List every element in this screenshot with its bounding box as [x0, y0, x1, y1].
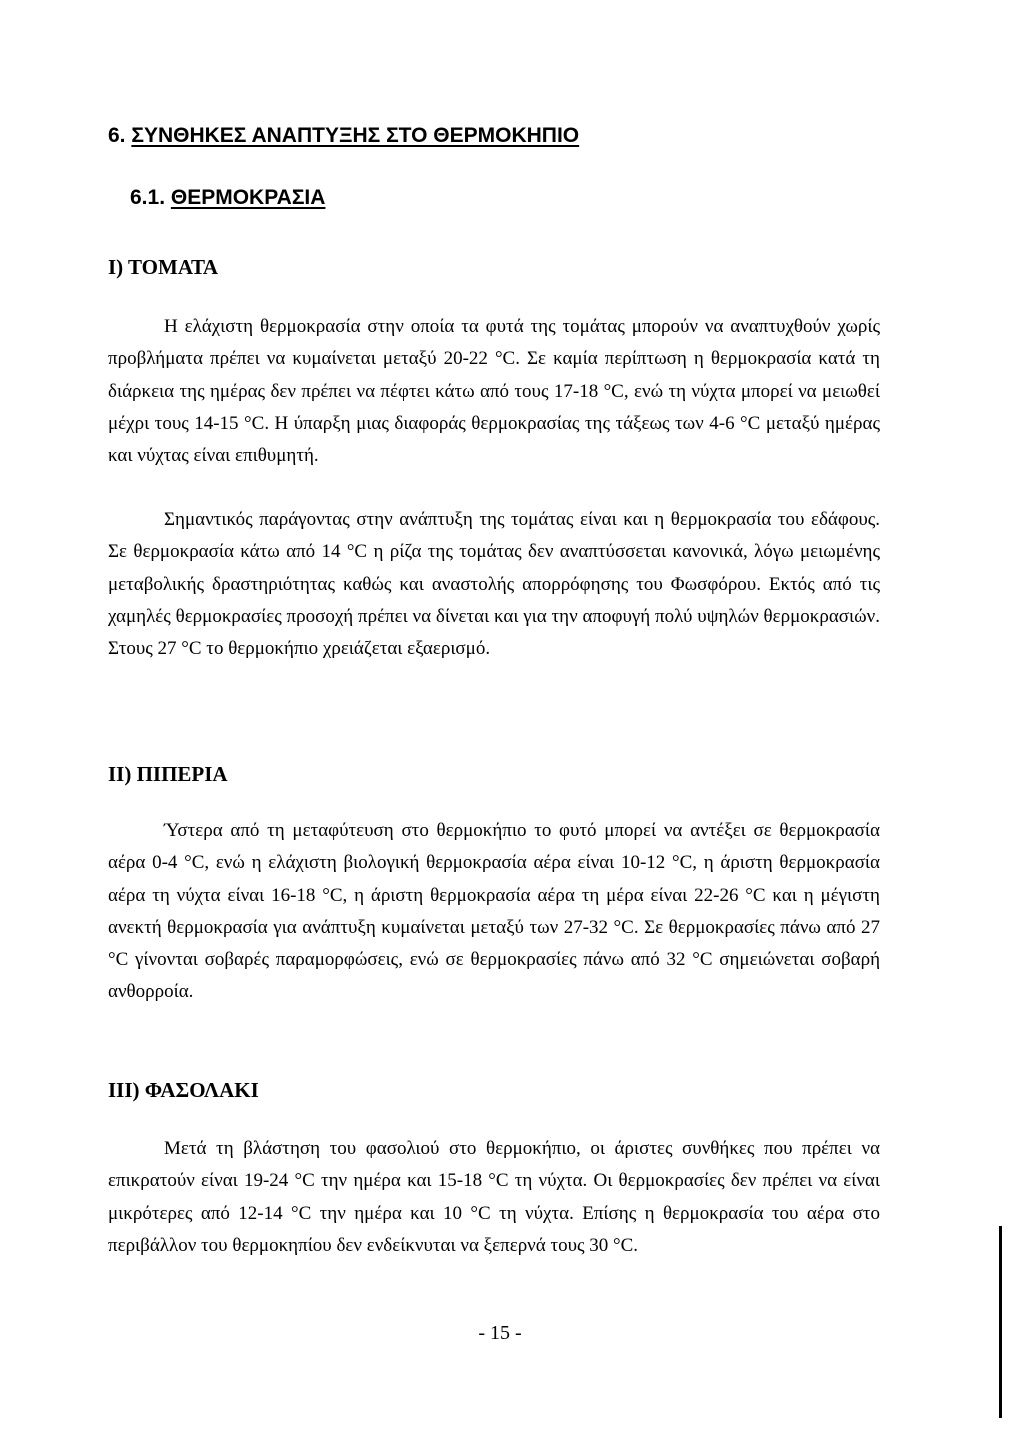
tomato-heading: Ι) ΤΟΜΑΤΑ	[108, 255, 219, 279]
pepper-heading: ΙΙ) ΠΙΠΕΡΙΑ	[108, 762, 228, 786]
section-title: ΘΕΡΜΟΚΡΑΣΙΑ	[170, 186, 326, 209]
tomato-paragraph-1-text: Η ελάχιστη θερμοκρασία στην οποία τα φυτά της τομάτας μπορούν να αναπτυχθούν χωρίς προβλήματα πρέπει να κυμαίνεται μεταξύ 20-22 °C. Σε καμία περίπτωση η θερμοκρασία κατά τη διάρκεια της ημέρας δεν πρέπει να πέφτει κάτω από τους 17-18 °C, ενώ τη νύχτα μπορεί να μειωθεί μέχρι τους 14-15 °C. Η ύπαρξη μιας διαφοράς θερμοκρασίας της τάξεως των 4-6 °C μεταξύ ημέρας και νύχτας είναι επιθυμητή.	[108, 316, 880, 467]
bean-paragraph-1	[108, 1133, 880, 1262]
tomato-paragraph-2-text: Σημαντικός παράγοντας στην ανάπτυξη της τομάτας είναι και η θερμοκρασία του εδάφους. Σε θερμοκρασία κάτω από 14 °C η ρίζα της τομάτας δεν αναπτύσσεται κανονικά, λόγω μειωμένης μεταβολικής δραστηριότητας καθώς και αναστολής απορρόφησης του Φωσφόρου. Εκτός από τις χαμηλές θερμοκρασίες προσοχή πρέπει να δίνεται και για την αποφυγή πολύ υψηλών θερμοκρασιών. Στους 27 °C το θερμοκήπιο χρειάζεται εξαερισμό.	[108, 509, 880, 660]
section-number: 6.1.	[130, 186, 166, 209]
margin-rule	[999, 1226, 1002, 1418]
pepper-paragraph-1-text: Ύστερα από τη μεταφύτευση στο θερμοκήπιο το φυτό μπορεί να αντέξει σε θερμοκρασία αέρα 0-4 °C, ενώ η ελάχιστη βιολογική θερμοκρασία αέρα είναι 10-12 °C, η άριστη θερμοκρασία αέρα τη νύχτα είναι 16-18 °C, η άριστη θερμοκρασία αέρα τη μέρα είναι 22-26 °C και η μέγιστη ανεκτή θερμοκρασία για ανάπτυξη κυμαίνεται μεταξύ των 27-32 °C. Σε θερμοκρασίες πάνω από 27 °C γίνονται σοβαρές παραμορφώσεις, ενώ σε θερμοκρασίες πάνω από 32 °C σημειώνεται σοβαρή ανθορροία.	[108, 820, 880, 1003]
bean-heading: ΙΙΙ) ΦΑΣΟΛΑΚΙ	[108, 1078, 259, 1102]
pepper-paragraph-1	[108, 815, 880, 1009]
chapter-number: 6.	[108, 124, 126, 147]
tomato-paragraph-1	[108, 311, 880, 472]
bean-paragraph-1-text: Μετά τη βλάστηση του φασολιού στο θερμοκήπιο, οι άριστες συνθήκες που πρέπει να επικρατούν είναι 19-24 °C την ημέρα και 15-18 °C τη νύχτα. Οι θερμοκρασίες δεν πρέπει να είναι μικρότερες από 12-14 °C την ημέρα και 10 °C τη νύχτα. Επίσης η θερμοκρασία του αέρα στο περιβάλλον του θερμοκηπίου δεν ενδείκνυται να ξεπερνά τους 30 °C.	[108, 1138, 880, 1256]
chapter-title: ΣΥΝΘΗΚΕΣ ΑΝΑΠΤΥΞΗΣ ΣΤΟ ΘΕΡΜΟΚΗΠΙΟ	[131, 124, 580, 147]
chapter-heading	[108, 124, 579, 148]
tomato-paragraph-2	[108, 504, 880, 665]
section-heading	[130, 186, 325, 210]
page-number: - 15 -	[478, 1322, 522, 1344]
